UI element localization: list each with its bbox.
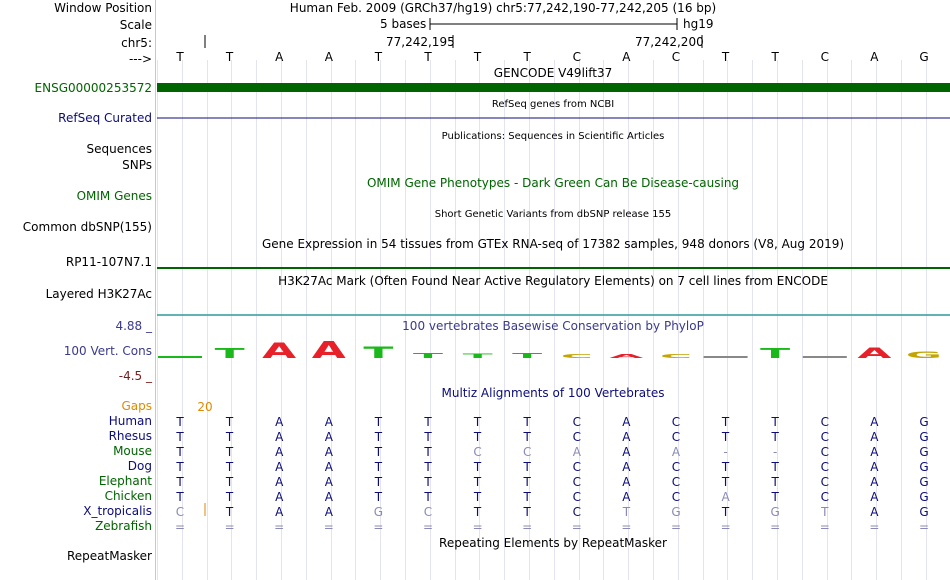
reference-base: T (225, 50, 234, 64)
species-label[interactable]: Human (108, 414, 152, 428)
alignment-base: A (275, 445, 284, 459)
alignment-base: T (821, 505, 829, 519)
alignment-base: C (671, 460, 681, 474)
reference-base: T (374, 50, 383, 64)
alignment-base: = (670, 520, 682, 534)
cons-flat-bar (158, 356, 202, 358)
alignment-base: T (374, 430, 383, 444)
alignment-base: A (324, 475, 333, 489)
alignment-base: T (176, 490, 184, 504)
cons-logo-letter: T (462, 352, 493, 360)
alignment-base: A (275, 505, 284, 519)
alignment-base: G (919, 475, 929, 489)
alignment-base: G (919, 415, 929, 429)
alignment-base: A (572, 445, 581, 459)
cons-logo-letter: T (412, 351, 444, 360)
gtex-title: Gene Expression in 54 tissues from GTEx RNA-seq of 17382 samples, 948 donors (V8, Aug 2019) (261, 237, 845, 251)
alignment-base: T (771, 415, 779, 429)
alignment-base: A (622, 430, 631, 444)
alignment-base: T (721, 475, 730, 489)
alignment-base: C (671, 430, 681, 444)
alignment-base: T (424, 415, 432, 429)
cons-logo-letter: A (857, 344, 892, 362)
tracks-canvas[interactable] (157, 0, 950, 580)
alignment-base: A (671, 445, 681, 459)
alignment-base: = (720, 520, 731, 534)
multiz-title: Multiz Alignments of 100 Vertebrates (441, 386, 665, 400)
track-label-repeatmasker[interactable]: RepeatMasker (66, 549, 152, 563)
alignment-base: G (373, 505, 384, 519)
reference-base: A (275, 50, 284, 64)
alignment-base: T (523, 415, 531, 429)
alignment-base: A (870, 490, 879, 504)
alignment-base: = (522, 520, 533, 534)
alignment-base: T (771, 430, 779, 444)
reference-base: T (176, 50, 184, 64)
alignment-base: A (870, 475, 879, 489)
alignment-base: C (671, 475, 681, 489)
alignment-base: C (572, 490, 581, 504)
reference-base: T (424, 50, 432, 64)
coord-left-text: 77,242,195 (386, 35, 455, 49)
alignment-base: = (224, 520, 235, 534)
alignment-base: C (572, 505, 581, 519)
alignment-base: G (919, 460, 929, 474)
alignment-base: T (721, 415, 730, 429)
alignment-base: - (773, 445, 778, 459)
reference-base: C (572, 50, 581, 64)
alignment-base: C (175, 505, 185, 519)
alignment-base: T (424, 475, 432, 489)
alignment-base: G (919, 430, 929, 444)
alignment-base: T (523, 475, 531, 489)
species-label[interactable]: X_tropicalis (83, 504, 152, 518)
alignment-base: C (572, 460, 581, 474)
scale-label: Scale (119, 18, 152, 32)
alignment-base: T (523, 460, 531, 474)
alignment-base: T (176, 430, 184, 444)
cons-logo-letter: T (760, 345, 791, 362)
alignment-base: T (523, 430, 531, 444)
column-divider (155, 0, 156, 580)
alignment-base: C (820, 475, 829, 489)
alignment-base: A (275, 490, 284, 504)
alignment-base: A (870, 460, 879, 474)
alignment-base: A (622, 445, 631, 459)
alignment-base: A (622, 490, 631, 504)
alignment-base: C (671, 490, 681, 504)
alignment-base: G (671, 505, 681, 519)
alignment-base: A (870, 445, 879, 459)
reference-base: C (820, 50, 829, 64)
reference-base: A (622, 50, 631, 64)
alignment-bases (175, 415, 929, 534)
cons-flat-bar (803, 356, 847, 358)
alignment-base: C (820, 490, 829, 504)
track-label-omim[interactable]: OMIM Genes (76, 189, 152, 203)
alignment-base: = (174, 520, 186, 534)
alignment-base: = (422, 520, 434, 534)
alignment-base: T (225, 415, 234, 429)
alignment-base: A (324, 490, 333, 504)
species-label[interactable]: Mouse (113, 444, 152, 458)
cons-logo-letter: A (262, 338, 297, 364)
species-label[interactable]: Elephant (98, 474, 152, 488)
track-image-panel[interactable] (157, 0, 950, 580)
gencode-gene-feature[interactable] (157, 83, 950, 92)
dbsnp-title: Short Genetic Variants from dbSNP release 155 (434, 209, 672, 220)
alignment-base: G (919, 505, 929, 519)
cons-logo-letter: C (659, 353, 693, 360)
track-label-gaps: Gaps (121, 399, 152, 413)
alignment-base: C (473, 445, 482, 459)
alignment-base: T (771, 460, 779, 474)
gencode-title: GENCODE V49lift37 (493, 66, 613, 80)
alignment-base: T (721, 460, 730, 474)
track-label-gencode[interactable]: ENSG00000253572 (34, 81, 152, 95)
alignment-base: = (274, 520, 285, 534)
reference-base: T (771, 50, 779, 64)
alignment-base: A (275, 415, 284, 429)
cons-logo-letter: A (311, 337, 346, 364)
alignment-base: T (225, 505, 234, 519)
alignment-base: T (721, 430, 730, 444)
cons-logo-letter: T (214, 345, 245, 362)
scale-bar (430, 18, 677, 30)
alignment-base: C (820, 415, 829, 429)
alignment-base: T (523, 490, 531, 504)
reference-base: T (473, 50, 482, 64)
track-label-dbsnp[interactable]: Common dbSNP(155) (22, 220, 152, 234)
alignment-base: A (324, 460, 333, 474)
alignment-base: A (275, 430, 284, 444)
alignment-base: = (571, 520, 582, 534)
assembly-position-text: Human Feb. 2009 (GRCh37/hg19) chr5:77,242,190-77,242,205 (16 bp) (289, 1, 717, 15)
cons-logo-letter: T (512, 351, 543, 360)
alignment-base: A (622, 475, 631, 489)
alignment-base: = (621, 520, 632, 534)
alignment-base: A (275, 475, 284, 489)
alignment-base: T (374, 415, 383, 429)
alignment-base: A (870, 505, 879, 519)
alignment-base: G (770, 505, 780, 519)
alignment-base: T (721, 505, 730, 519)
omim-title: OMIM Gene Phenotypes - Dark Green Can Be Disease-causing (366, 176, 740, 190)
window-position-label: Window Position (54, 1, 152, 15)
species-label[interactable]: Rhesus (108, 429, 152, 443)
alignment-base: = (918, 520, 930, 534)
alignment-base: T (225, 460, 234, 474)
alignment-base: T (473, 430, 482, 444)
alignment-base: C (820, 430, 829, 444)
alignment-base: T (622, 505, 631, 519)
alignment-base: T (374, 460, 383, 474)
alignment-base: T (424, 460, 432, 474)
alignment-base: = (819, 520, 830, 534)
alignment-base: A (275, 460, 284, 474)
coord-right-text: 77,242,200 (635, 35, 704, 49)
cons-logo-letter: T (363, 343, 394, 362)
alignment-base: T (424, 430, 432, 444)
cons-logo-letter: G (905, 350, 943, 361)
scale-db-text: hg19 (683, 17, 714, 31)
alignment-base: G (919, 490, 929, 504)
cons-min-label: -4.5 _ (118, 369, 152, 383)
alignment-base: - (723, 445, 728, 459)
scale-bases-text: 5 bases (380, 17, 427, 31)
chrom-label: chr5: (121, 36, 152, 50)
alignment-base: C (820, 445, 829, 459)
h3k27ac-title: H3K27Ac Mark (Often Found Near Active Regulatory Elements) on 7 cell lines from ENCODE (278, 274, 828, 288)
alignment-base: A (870, 430, 879, 444)
alignment-base: T (176, 460, 184, 474)
alignment-base: A (721, 490, 730, 504)
cons-flat-bar (704, 356, 748, 358)
cons-title: 100 vertebrates Basewise Conservation by PhyloP (402, 319, 704, 333)
alignment-base: = (770, 520, 781, 534)
alignment-base: T (473, 475, 482, 489)
species-label[interactable]: Zebrafish (95, 519, 152, 533)
alignment-base: T (374, 475, 383, 489)
alignment-base: T (225, 475, 234, 489)
alignment-base: T (424, 445, 432, 459)
alignment-base: T (225, 445, 234, 459)
repeatmasker-title: Repeating Elements by RepeatMasker (439, 536, 667, 550)
alignment-base: A (324, 430, 333, 444)
cons-logo-letter: C (560, 353, 593, 360)
alignment-base: T (473, 505, 482, 519)
alignment-base: T (424, 490, 432, 504)
alignment-base: A (622, 460, 631, 474)
reference-base: A (870, 50, 879, 64)
publications-title: Publications: Sequences in Scientific Articles (441, 131, 665, 142)
alignment-base: C (820, 460, 829, 474)
refseq-title: RefSeq genes from NCBI (491, 99, 615, 110)
alignment-base: T (176, 445, 184, 459)
alignment-base: T (176, 475, 184, 489)
alignment-base: T (176, 415, 184, 429)
alignment-base: C (572, 475, 581, 489)
alignment-base: T (225, 490, 234, 504)
alignment-base: C (671, 415, 681, 429)
reference-base: A (324, 50, 333, 64)
alignment-base: T (225, 430, 234, 444)
cons-logo-letter: A (609, 353, 644, 360)
alignment-base: A (324, 445, 333, 459)
track-label-sequences[interactable]: Sequences (86, 142, 152, 156)
alignment-base: A (870, 415, 879, 429)
alignment-base: C (572, 430, 581, 444)
alignment-base: T (374, 490, 383, 504)
alignment-base: T (523, 505, 531, 519)
alignment-base: C (423, 505, 433, 519)
alignment-base: A (324, 415, 333, 429)
reference-base: G (919, 50, 929, 64)
alignment-base: T (473, 460, 482, 474)
gtex-gene-bar[interactable] (157, 267, 950, 269)
species-label[interactable]: Dog (127, 459, 152, 473)
track-label-snps[interactable]: SNPs (122, 158, 152, 172)
reference-base: T (523, 50, 531, 64)
alignment-base: G (919, 445, 929, 459)
alignment-base: T (473, 490, 482, 504)
gaps-value: 20 (197, 400, 213, 414)
reference-base: T (721, 50, 730, 64)
alignment-base: A (324, 505, 333, 519)
alignment-base: = (373, 520, 384, 534)
alignment-base: T (771, 490, 779, 504)
track-label-h3k27ac[interactable]: Layered H3K27Ac (45, 287, 152, 301)
alignment-base: T (771, 475, 779, 489)
reference-base: C (671, 50, 681, 64)
alignment-base: = (869, 520, 880, 534)
track-label-refseq[interactable]: RefSeq Curated (58, 111, 152, 125)
strand-arrow-label: ---> (128, 52, 152, 66)
reference-bases (175, 50, 928, 64)
alignment-base: C (572, 415, 581, 429)
alignment-base: = (472, 520, 483, 534)
alignment-base: = (323, 520, 334, 534)
alignment-base: T (473, 415, 482, 429)
species-label[interactable]: Chicken (104, 489, 152, 503)
alignment-base: C (523, 445, 532, 459)
track-label-cons[interactable]: 100 Vert. Cons (63, 344, 152, 358)
alignment-base: A (622, 415, 631, 429)
alignment-base: T (374, 445, 383, 459)
track-label-gtex[interactable]: RP11-107N7.1 (65, 255, 152, 269)
cons-max-label: 4.88 _ (115, 319, 152, 333)
track-label-column (0, 0, 154, 580)
